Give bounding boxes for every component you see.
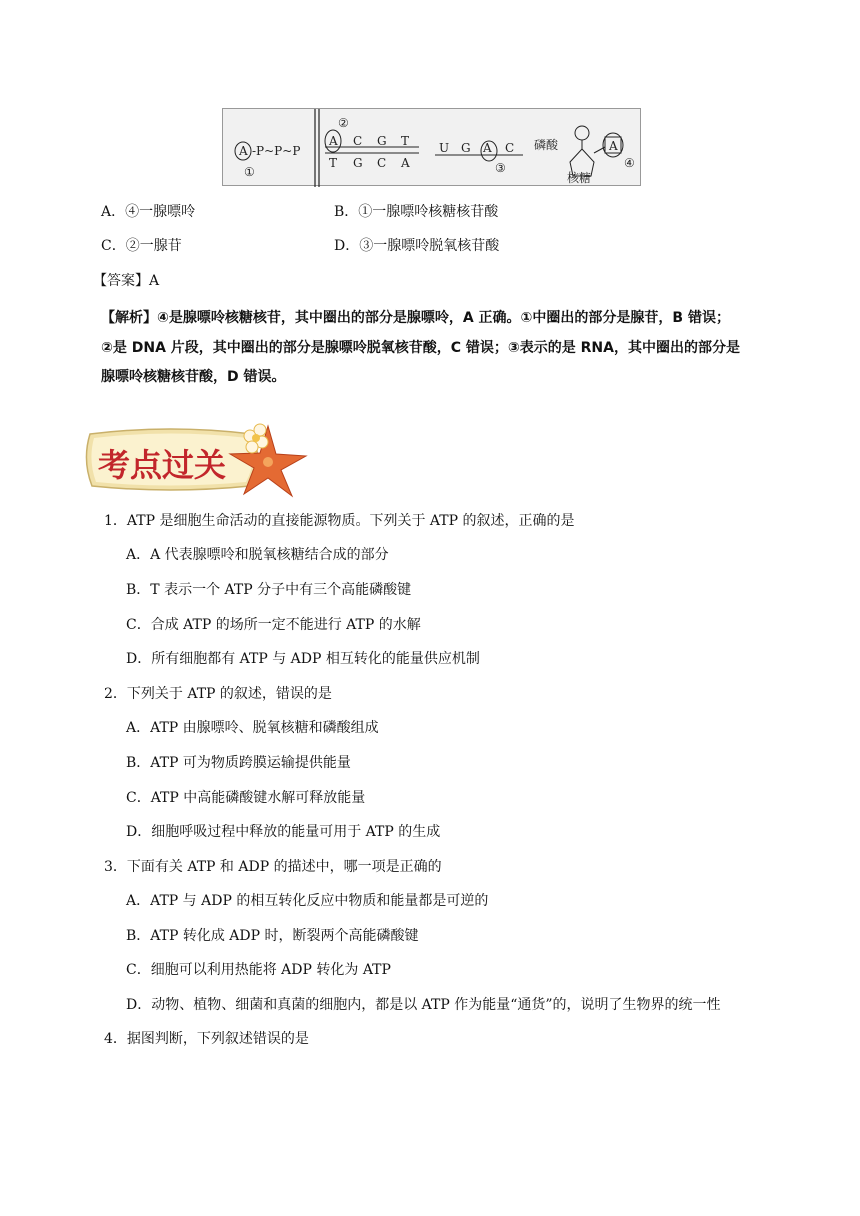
banner-art <box>80 420 312 498</box>
question-2-stem: 2．下列关于 ATP 的叙述，错误的是 <box>104 686 332 702</box>
question-2-option-b: B．ATP 可为物质跨膜运输提供能量 <box>126 755 351 771</box>
question-2-option-c: C．ATP 中高能磷酸键水解可释放能量 <box>126 790 366 806</box>
question-2-option-d: D．细胞呼吸过程中释放的能量可用于 ATP 的生成 <box>126 824 441 840</box>
figure-drawing <box>223 109 642 187</box>
panel2-num: ② <box>338 116 349 130</box>
question-1-option-b: B．T 表示一个 ATP 分子中有三个高能磷酸键 <box>126 582 412 598</box>
question-3-option-c: C．细胞可以利用热能将 ADP 转化为 ATP <box>126 962 391 978</box>
dna-bottom-base-3: A <box>401 156 410 170</box>
phosphate-label: 磷酸 <box>534 138 559 152</box>
dna-bottom-base-0: T <box>329 156 338 170</box>
analysis-line-2: ②是 DNA 片段，其中圈出的部分是腺嘌呤脱氧核苷酸，C 错误；③表示的是 RNA，其中圈出的部分是 <box>101 340 740 356</box>
answer-line: 【答案】A <box>93 273 160 289</box>
question-1-option-a: A．A 代表腺嘌呤和脱氧核糖结合成的部分 <box>126 547 389 563</box>
rna-num: ③ <box>495 161 506 175</box>
question-3-stem: 3．下面有关 ATP 和 ADP 的描述中，哪一项是正确的 <box>104 859 442 875</box>
rna-base-3: C <box>505 141 515 155</box>
prev-option-c: C．②一腺苷 <box>101 238 182 254</box>
prev-option-a: A．④一腺嘌呤 <box>101 204 196 220</box>
question-2-option-a: A．ATP 由腺嘌呤、脱氧核糖和磷酸组成 <box>126 720 379 736</box>
analysis-line-1: 【解析】④是腺嘌呤核糖核苷，其中圈出的部分是腺嘌呤，A 正确。①中圈出的部分是腺苷，B 错误； <box>101 310 730 326</box>
question-3-option-d: D．动物、植物、细菌和真菌的细胞内，都是以 ATP 作为能量“通货”的，说明了生物界的统一性 <box>126 997 721 1013</box>
dna-top-base-1: C <box>353 134 363 148</box>
panel1-circled-a: A <box>239 144 248 158</box>
rna-base-1: G <box>461 141 471 155</box>
sugar-label: 核糖 <box>567 171 592 185</box>
question-4-stem: 4．据图判断，下列叙述错误的是 <box>104 1031 309 1047</box>
prev-option-d: D．③一腺嘌呤脱氧核苷酸 <box>334 238 500 254</box>
dna-top-base-0: A <box>329 134 338 148</box>
section-banner <box>80 420 312 498</box>
rna-base-0: U <box>439 141 450 155</box>
panel1-num: ① <box>244 165 255 179</box>
base-num: ④ <box>624 156 635 170</box>
question-3-option-b: B．ATP 转化成 ADP 时，断裂两个高能磷酸键 <box>126 928 419 944</box>
dna-top-base-3: T <box>401 134 410 148</box>
analysis-line-3: 腺嘌呤核糖核苷酸，D 错误。 <box>101 369 286 385</box>
base-label: A <box>609 139 618 153</box>
panel1-formula-rest: -P~P~P <box>252 144 301 158</box>
dna-bottom-base-2: C <box>377 156 387 170</box>
prev-option-b: B．①一腺嘌呤核糖核苷酸 <box>334 204 499 220</box>
nucleotide-figure <box>222 108 641 186</box>
question-1-stem: 1．ATP 是细胞生命活动的直接能源物质。下列关于 ATP 的叙述，正确的是 <box>104 513 575 529</box>
question-1-option-d: D．所有细胞都有 ATP 与 ADP 相互转化的能量供应机制 <box>126 651 480 667</box>
dna-top-base-2: G <box>377 134 387 148</box>
dna-bottom-base-1: G <box>353 156 363 170</box>
rna-base-2: A <box>483 141 492 155</box>
question-3-option-a: A．ATP 与 ADP 的相互转化反应中物质和能量都是可逆的 <box>126 893 489 909</box>
question-1-option-c: C．合成 ATP 的场所一定不能进行 ATP 的水解 <box>126 617 421 633</box>
rna-strand <box>439 141 514 155</box>
banner-title: 考点过关 <box>98 446 227 484</box>
dna-bottom-strand <box>329 156 410 170</box>
